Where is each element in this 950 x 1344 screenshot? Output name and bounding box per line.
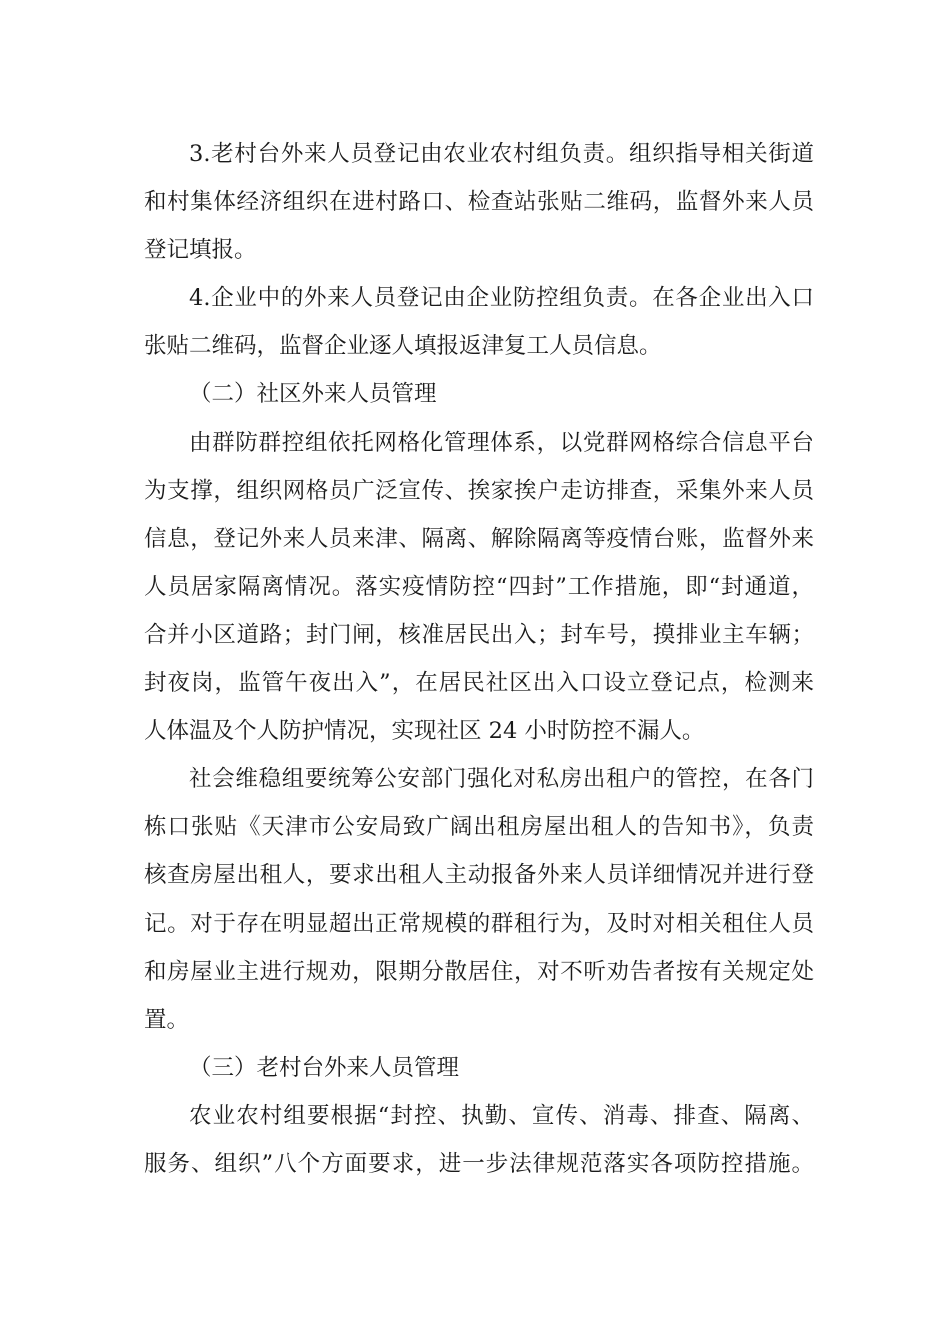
document-body	[144, 130, 814, 1188]
paragraph-line: 为支撑，组织网格员广泛宣传、挨家挨户走访排查，采集外来人员	[144, 477, 814, 504]
paragraph-line: 农业农村组要根据“封控、执勤、宣传、消毒、排查、隔离、	[189, 1102, 814, 1129]
paragraph-line: 4.企业中的外来人员登记由企业防控组负责。在各企业出入口	[189, 285, 814, 312]
paragraph-line: 3.老村台外来人员登记由农业农村组负责。组织指导相关街道	[189, 141, 814, 167]
paragraph-line: 和村集体经济组织在进村路口、检查站张贴二维码，监督外来人员	[144, 189, 814, 216]
paragraph-line: 封夜岗，监管午夜出入”，在居民社区出入口设立登记点，检测来	[144, 670, 814, 697]
paragraph-line: 核查房屋出租人，要求出租人主动报备外来人员详细情况并进行登	[144, 862, 814, 889]
paragraph-line: 服务、组织”八个方面要求，进一步法律规范落实各项防控措施。	[144, 1150, 814, 1177]
paragraph-line: 记。对于存在明显超出正常规模的群租行为，及时对相关租住人员	[144, 910, 814, 937]
paragraph-line: 人员居家隔离情况。落实疫情防控“四封”工作措施，即“封通道，	[144, 573, 814, 600]
paragraph-line: 由群防群控组依托网格化管理体系，以党群网格综合信息平台	[189, 429, 814, 456]
paragraph-line: 张贴二维码，监督企业逐人填报返津复工人员信息。	[144, 333, 662, 360]
paragraph-line: 登记填报。	[144, 237, 257, 264]
paragraph-line: 信息，登记外来人员来津、隔离、解除隔离等疫情台账，监督外来	[144, 525, 814, 552]
paragraph-line: 和房屋业主进行规劝，限期分散居住，对不听劝告者按有关规定处	[144, 958, 814, 985]
paragraph-line: 置。	[144, 1006, 190, 1033]
section-heading: （三）老村台外来人员管理	[189, 1054, 460, 1081]
paragraph-line: 社会维稳组要统筹公安部门强化对私房出租户的管控，在各门	[189, 766, 814, 793]
paragraph-line: 栋口张贴《天津市公安局致广阔出租房屋出租人的告知书》，负责	[144, 814, 814, 841]
paragraph-line: 合并小区道路；封门闸，核准居民出入；封车号，摸排业主车辆；	[144, 621, 814, 648]
paragraph-line: 人体温及个人防护情况，实现社区 24 小时防控不漏人。	[144, 718, 705, 745]
section-heading: （二）社区外来人员管理	[189, 381, 437, 408]
